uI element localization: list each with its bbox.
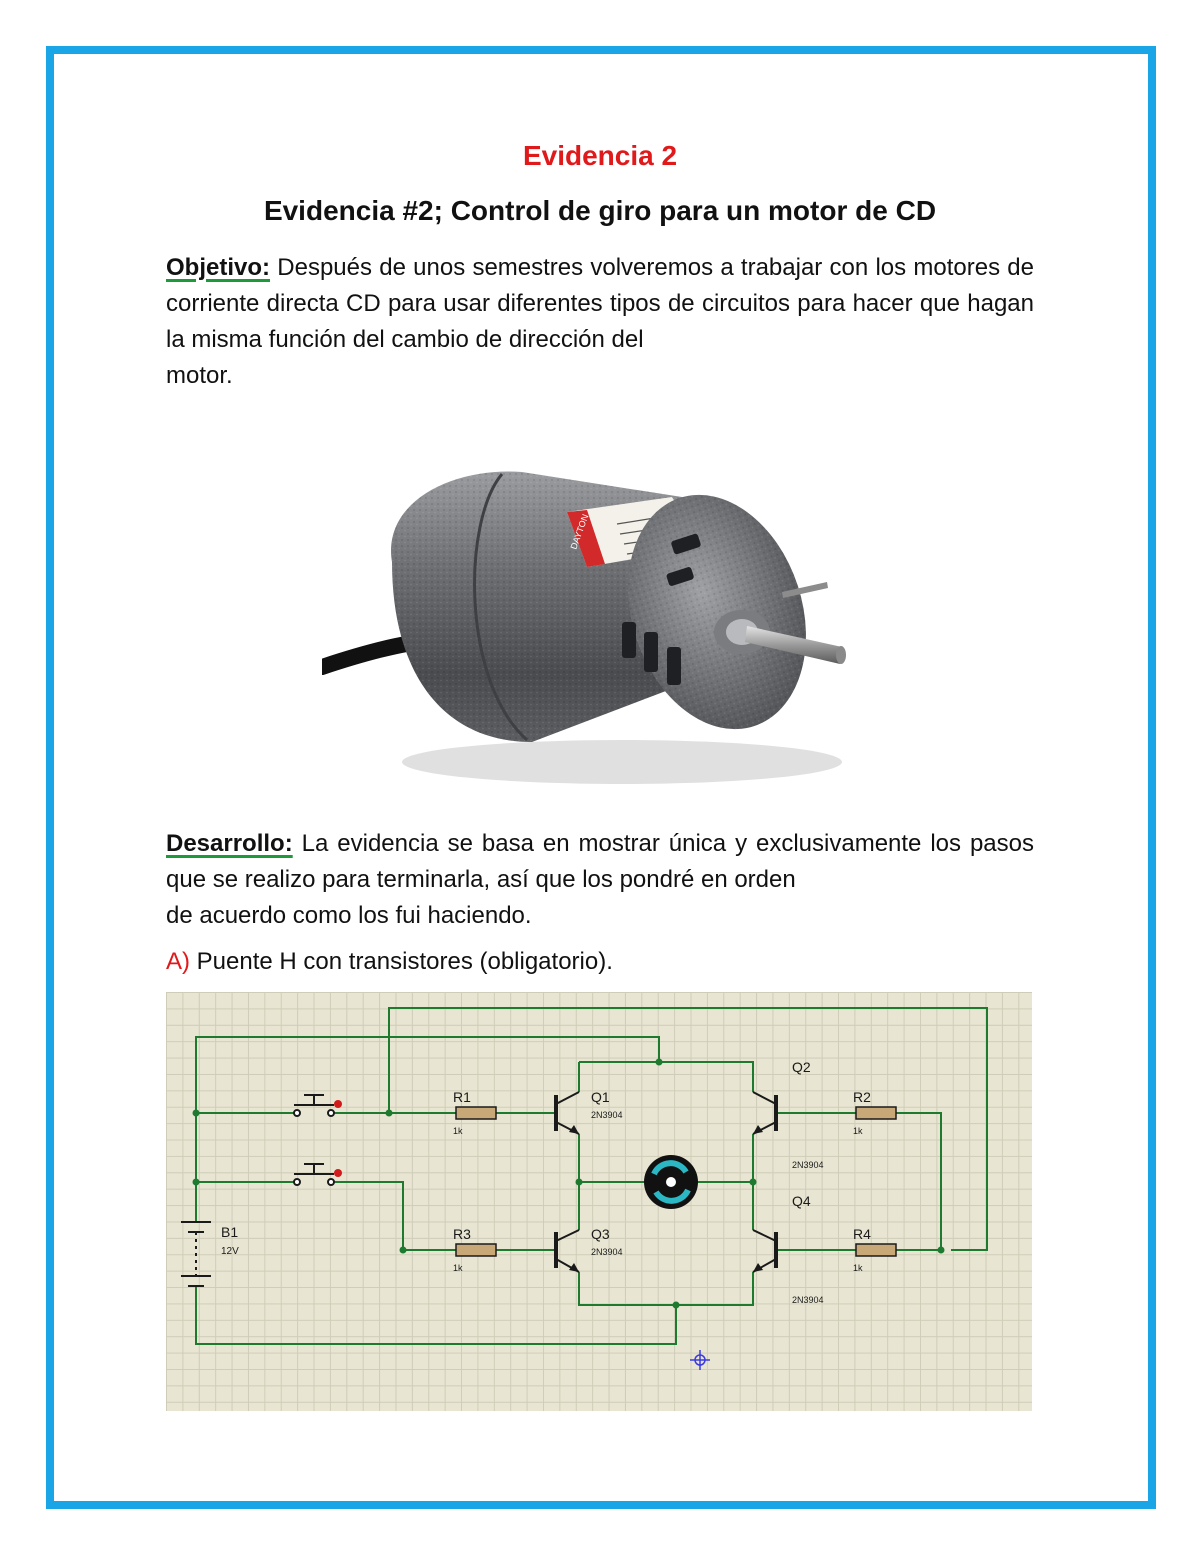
- q3-label: Q3: [591, 1226, 610, 1242]
- battery-symbol: [181, 1222, 211, 1286]
- q3-model: 2N3904: [591, 1247, 623, 1257]
- motor-symbol: [644, 1155, 698, 1209]
- r1-label: R1: [453, 1089, 471, 1105]
- q1-model: 2N3904: [591, 1110, 623, 1120]
- item-a-line: [166, 944, 1034, 980]
- r4-label: R4: [853, 1226, 871, 1242]
- r3-value: 1k: [453, 1263, 463, 1273]
- q2-label: Q2: [792, 1059, 811, 1075]
- motor-label-text: DAYTON: [568, 512, 591, 551]
- r3-label: R3: [453, 1226, 471, 1242]
- objective-text-end: motor.: [166, 362, 233, 389]
- item-a-text: Puente H con transistores (obligatorio).: [196, 948, 613, 975]
- wires: [196, 1008, 987, 1344]
- dc-motor-image: [322, 442, 878, 798]
- crosshair-marker: [690, 1350, 710, 1370]
- development-text: La evidencia se basa en mostrar única y exclusivamente los pasos que se realizo para terminarla, así que los pondré en orden: [166, 830, 1034, 893]
- q4-label: Q4: [792, 1193, 811, 1209]
- development-text-end: de acuerdo como los fui haciendo.: [166, 902, 532, 929]
- r1-value: 1k: [453, 1126, 463, 1136]
- development-paragraph: [166, 826, 1034, 934]
- r2-value: 1k: [853, 1126, 863, 1136]
- h-bridge-schematic: [166, 992, 1032, 1411]
- document-subtitle: Evidencia #2; Control de giro para un motor de CD: [263, 195, 937, 226]
- b1-value: 12V: [221, 1246, 239, 1257]
- q2-model: 2N3904: [792, 1160, 824, 1170]
- objective-text: Después de unos semestres volveremos a trabajar con los motores de corriente directa CD para usar diferentes tipos de circuitos para hacer que hagan la misma función del cambio de dirección del: [166, 254, 1035, 353]
- b1-label: B1: [221, 1224, 239, 1240]
- document-title: Evidencia 2: [522, 140, 678, 171]
- r4-value: 1k: [853, 1263, 863, 1273]
- objective-paragraph: [166, 250, 1034, 394]
- development-label: Desarrollo:: [166, 830, 293, 857]
- push-button-switches: [294, 1095, 334, 1185]
- q1-label: Q1: [591, 1089, 610, 1105]
- objective-label: Objetivo:: [166, 254, 271, 281]
- q4-model: 2N3904: [792, 1295, 824, 1305]
- item-a-marker: A): [166, 948, 190, 975]
- r2-label: R2: [853, 1089, 871, 1105]
